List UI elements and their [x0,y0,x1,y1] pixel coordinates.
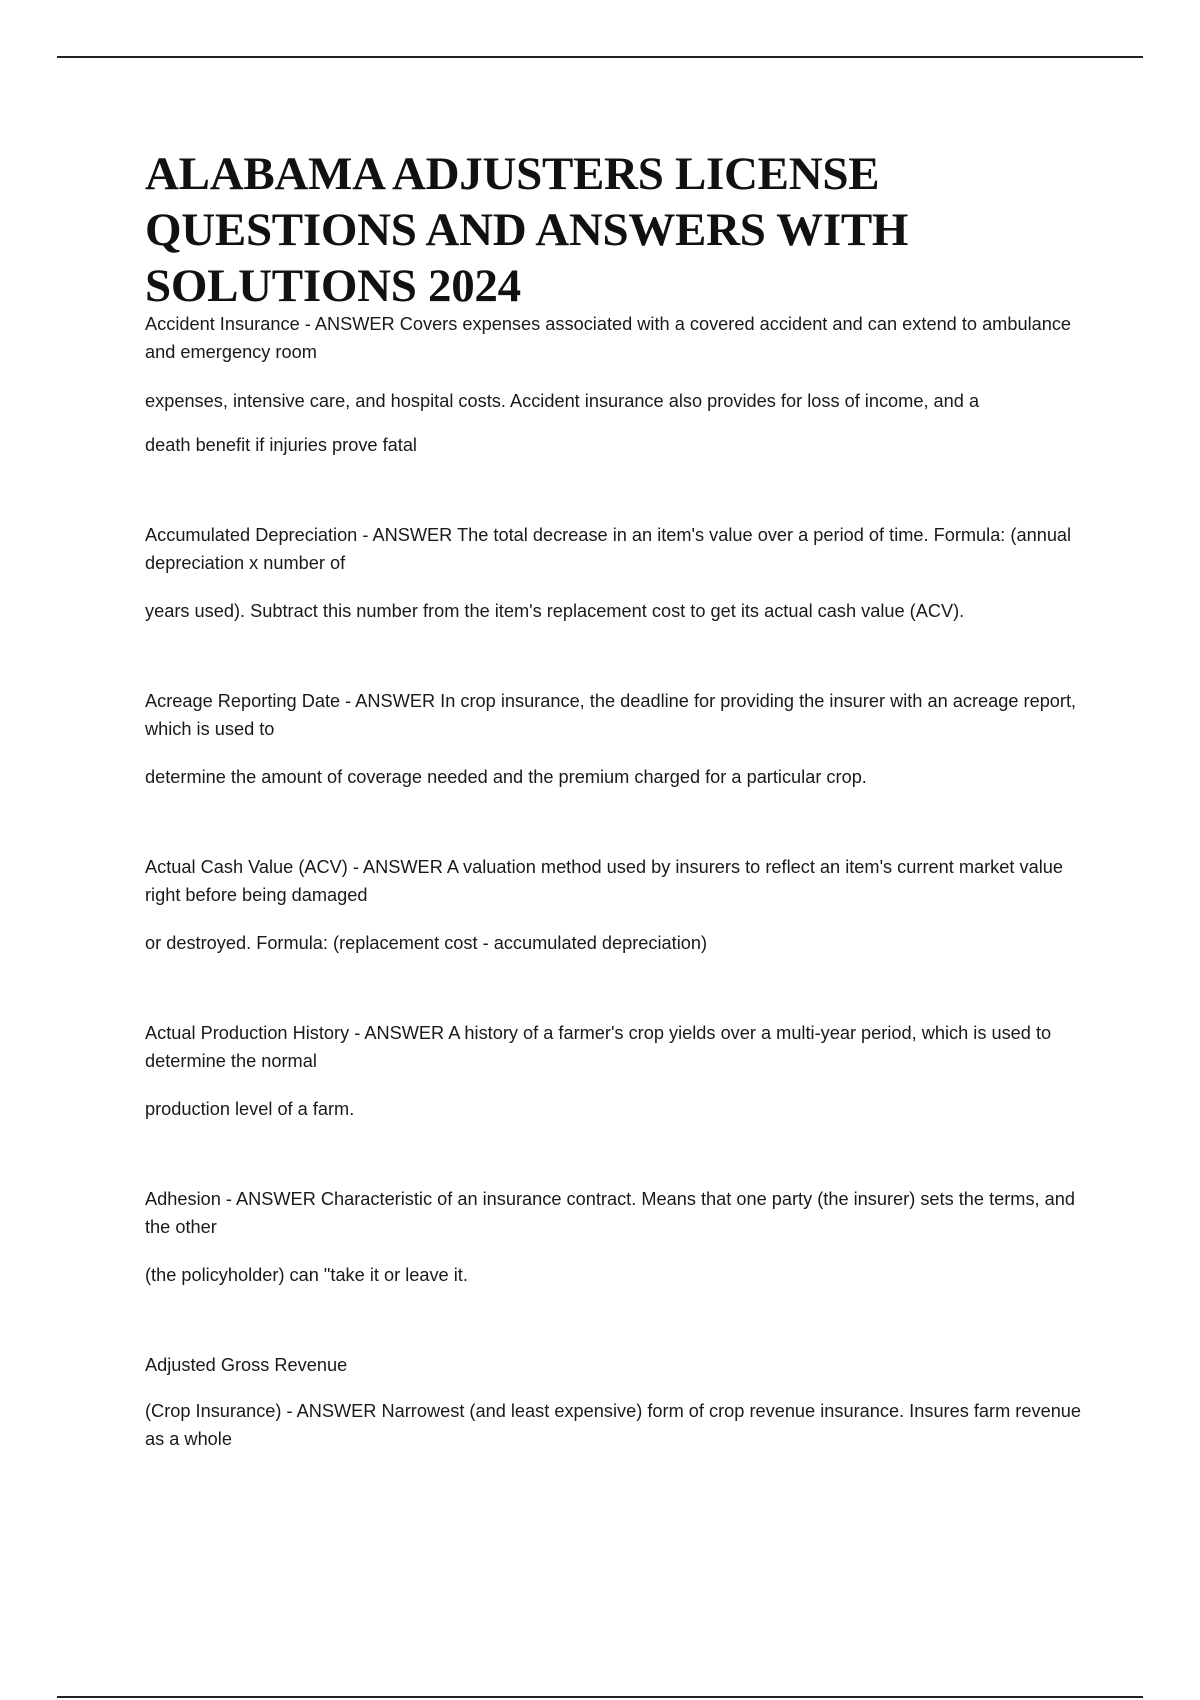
bottom-divider [57,1696,1143,1698]
paragraph-line: production level of a farm. [145,1099,355,1119]
paragraph-line: death benefit if injuries prove fatal [145,435,417,455]
paragraph-line: (Crop Insurance) - ANSWER Narrowest (and least expensive) form of crop revenue insurance. Insures farm revenue as a whole [145,1401,1082,1449]
paragraph-line: Accident Insurance - ANSWER Covers expenses associated with a covered accident and can extend to ambulance and emergency room [145,314,1072,362]
paragraph-line: or destroyed. Formula: (replacement cost - accumulated depreciation) [145,933,708,953]
top-divider [57,56,1143,58]
paragraph-line: expenses, intensive care, and hospital costs. Accident insurance also provides for loss of income, and a [145,391,980,411]
paragraph-line: (the policyholder) can "take it or leave it. [145,1265,468,1285]
page-title: ALABAMA ADJUSTERS LICENSE QUESTIONS AND ANSWERS WITH SOLUTIONS 2024 [145,148,909,312]
paragraph-line: Adhesion - ANSWER Characteristic of an insurance contract. Means that one party (the insurer) sets the terms, and the other [145,1189,1076,1237]
paragraph-line: Accumulated Depreciation - ANSWER The total decrease in an item's value over a period of time. Formula: (annual depreciation x number of [145,525,1072,573]
paragraph-line: Adjusted Gross Revenue [145,1355,348,1375]
paragraph-line: Actual Cash Value (ACV) - ANSWER A valuation method used by insurers to reflect an item's current market value right before being damaged [145,857,1063,905]
paragraph-line: determine the amount of coverage needed and the premium charged for a particular crop. [145,767,867,787]
paragraph-line: Actual Production History - ANSWER A history of a farmer's crop yields over a multi-year period, which is used to determine the normal [145,1023,1052,1071]
paragraph-line: Acreage Reporting Date - ANSWER In crop insurance, the deadline for providing the insurer with an acreage report, which is used to [145,691,1077,739]
paragraph-line: years used). Subtract this number from the item's replacement cost to get its actual cash value (ACV). [145,601,965,621]
